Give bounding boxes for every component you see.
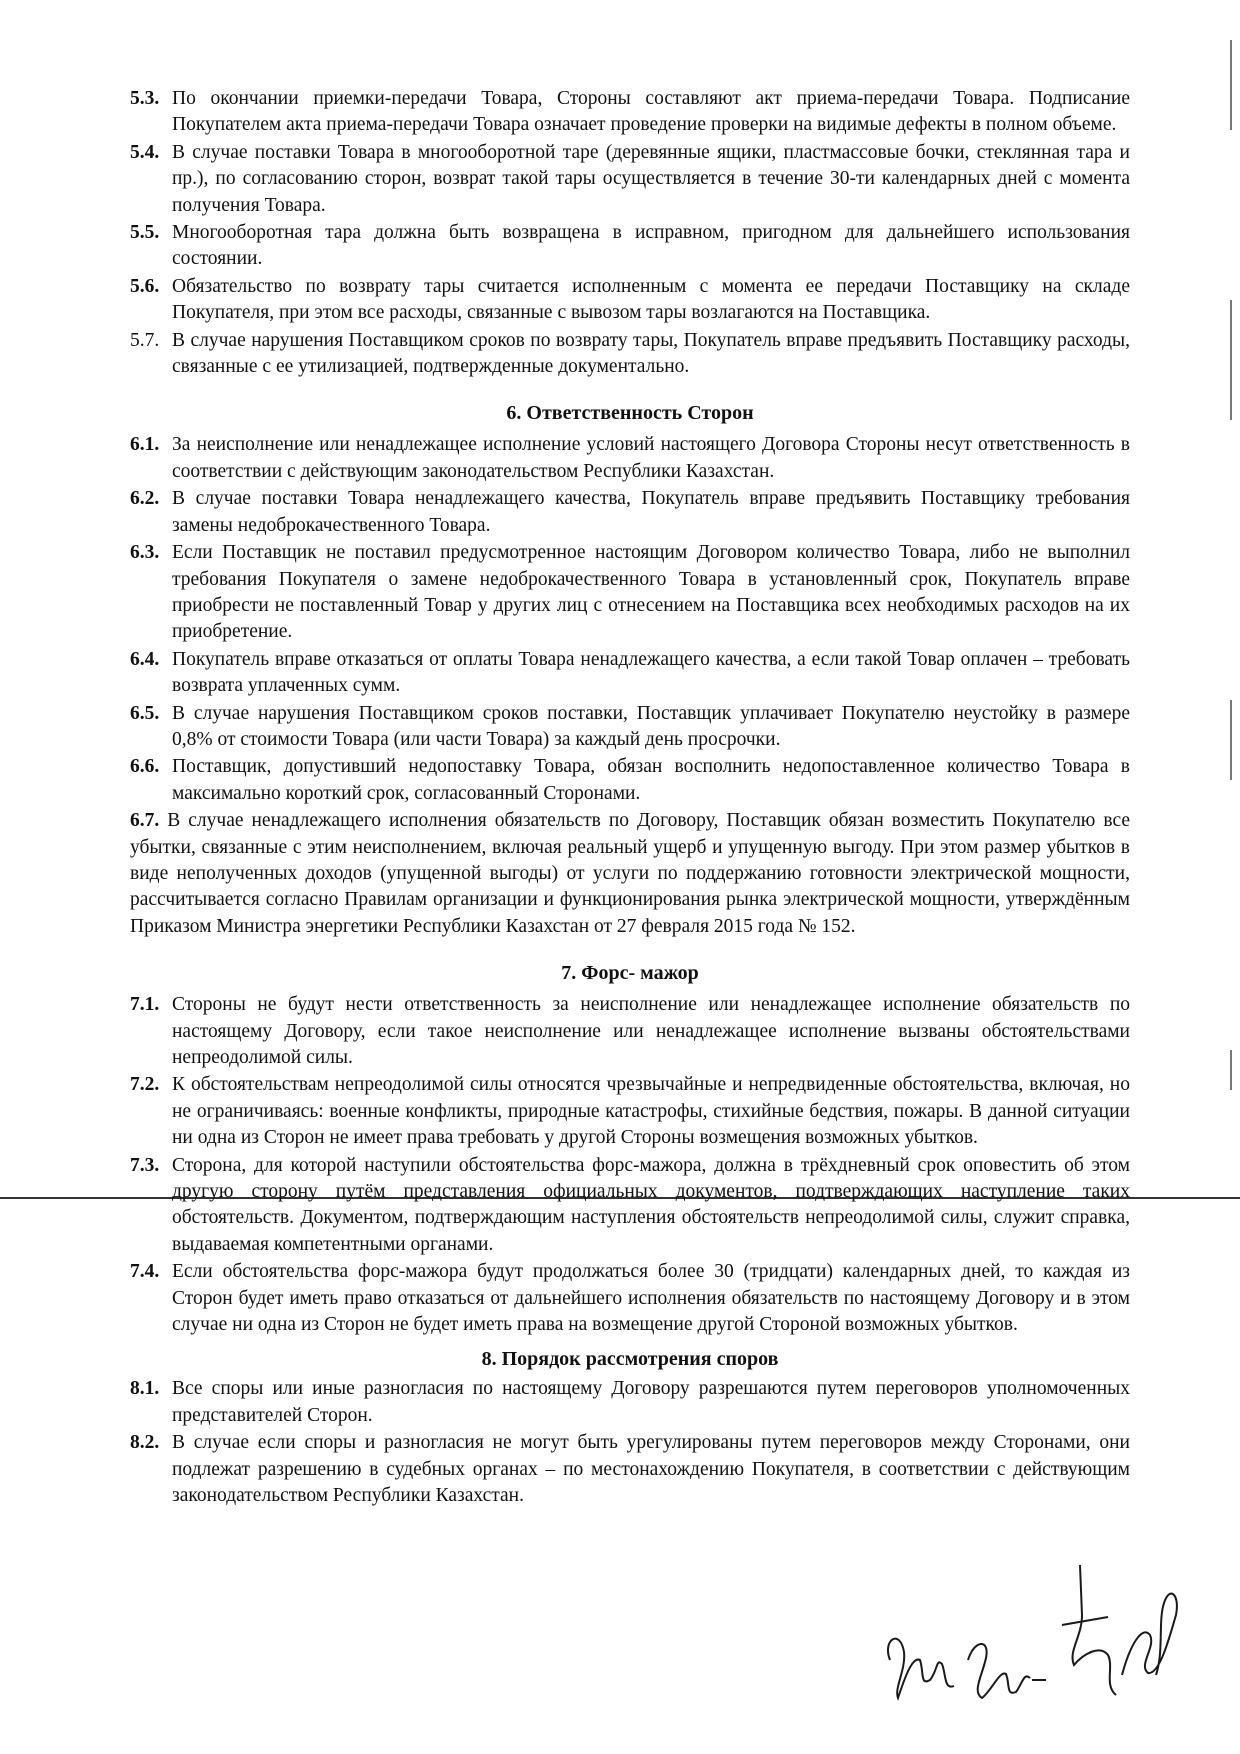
clause-7-1 bbox=[130, 992, 1130, 1071]
clause-number: 5.5. bbox=[130, 222, 160, 244]
clause-5-4 bbox=[130, 140, 1130, 219]
clause-number: 6.5. bbox=[130, 702, 160, 724]
clause-number: 5.6. bbox=[130, 275, 160, 297]
clause-text: В случае если споры и разногласия не могут быть урегулированы путем переговоров между Сторонами, они подлежат разрешению в судебных органах – по местонахождению Покупателя, в соответствии с действующим законодательством Республики Казахстан. bbox=[172, 1432, 1130, 1507]
clause-number: 6.7. bbox=[130, 810, 160, 832]
clause-text: Если Поставщик не поставил предусмотренное настоящим Договором количество Товара, либо не выполнил требования Покупателя о замене недоброкачественного Товара в установленный срок, Покупатель вправе приобрести не поставленный Товар у других лиц с отнесением на Поставщика всех необходимых расходов на их приобретение. bbox=[172, 542, 1130, 643]
document-body bbox=[130, 86, 1130, 1511]
clause-text: В случае поставки Товара в многооборотной таре (деревянные ящики, пластмассовые бочки, стеклянная тара и пр.), по согласованию сторон, возврат такой тары осуществляется в течение 30-ти календарных дней с момента получения Товара. bbox=[172, 141, 1130, 216]
clause-text: Стороны не будут нести ответственность за неисполнение или ненадлежащее исполнение обязательств по настоящему Договору, если такое неисполнение или ненадлежащее исполнение вызваны обстоятельствами непреодолимой силы. bbox=[172, 994, 1130, 1068]
clause-text: За неисполнение или ненадлежащее исполнение условий настоящего Договора Стороны несут ответственность в соответствии с действующим законодательством Республики Казахстан. bbox=[172, 434, 1130, 482]
clause-7-4 bbox=[130, 1259, 1130, 1338]
clause-6-4 bbox=[130, 647, 1130, 700]
clause-6-6 bbox=[130, 754, 1130, 807]
clause-number: 8.2. bbox=[130, 1432, 160, 1454]
section-6-heading: 6. Ответственность Сторон bbox=[506, 402, 754, 425]
clause-text: Сторона, для которой наступили обстоятельства форс-мажора, должна в трёхдневный срок оповестить об этом другую сторону путём представления официальных документов, подтверждающих наступление таких обстоятельств. Документом, подтверждающим наступления обстоятельств непреодолимой силы, служит справка, выдаваемая компетентными органами. bbox=[172, 1154, 1130, 1255]
clause-7-2 bbox=[130, 1072, 1130, 1151]
clause-number: 6.2. bbox=[130, 488, 160, 510]
clause-text: По окончании приемки-передачи Товара, Стороны составляют акт приема-передачи Товара. Подписание Покупателем акта приема-передачи Товара означает проведение проверки на видимые дефекты в полном объеме. bbox=[172, 88, 1130, 136]
clause-text: Поставщик, допустивший недопоставку Товара, обязан восполнить недопоставленное количество Товара в максимально короткий срок, согласованный Сторонами. bbox=[172, 756, 1130, 804]
clause-7-3 bbox=[130, 1153, 1130, 1259]
section-8-heading: 8. Порядок рассмотрения споров bbox=[481, 1348, 779, 1371]
clause-6-7 bbox=[130, 808, 1130, 940]
clause-number: 5.4. bbox=[130, 141, 160, 163]
clause-number: 7.2. bbox=[130, 1074, 160, 1096]
clause-text: В случае ненадлежащего исполнения обязательств по Договору, Поставщик обязан возместить Покупателю все убытки, связанные с этим неисполнением, включая реальный ущерб и упущенную выгоду. При этом размер убытков в виде неполученных доходов (упущенной выгоды) от услуги по поддержанию готовности электрической мощности, рассчитывается согласно Правилам организации и функционирования рынка электрической мощности, утверждённым Приказом Министра энергетики Республики Казахстан от 27 февраля 2015 года № 152. bbox=[130, 810, 1131, 937]
signature-initials-2 bbox=[960, 1610, 1050, 1710]
clause-number: 6.1. bbox=[130, 434, 160, 456]
clause-number: 6.6. bbox=[130, 756, 160, 778]
clause-text: Покупатель вправе отказаться от оплаты Товара ненадлежащего качества, а если такой Товар оплачен – требовать возврата уплаченных сумм. bbox=[172, 648, 1130, 697]
scan-edge-mark bbox=[1230, 300, 1232, 420]
clause-6-1 bbox=[130, 432, 1130, 485]
clause-number: 6.4. bbox=[130, 648, 160, 670]
clause-number: 5.7. bbox=[130, 329, 160, 351]
clause-number: 6.3. bbox=[130, 542, 160, 564]
clause-8-1 bbox=[130, 1376, 1130, 1429]
clause-text: Если обстоятельства форс-мажора будут продолжаться более 30 (тридцати) календарных дней, то каждая из Сторон будет иметь право отказаться от дальнейшего исполнения обязательств по настоящему Договору и в этом случае ни одна из Сторон не будет иметь права на возмещение другой Стороной возможных убытков. bbox=[172, 1261, 1130, 1336]
clause-text: Многооборотная тара должна быть возвращена в исправном, пригодном для дальнейшего использования состоянии. bbox=[172, 222, 1130, 270]
clause-number: 7.4. bbox=[130, 1261, 160, 1283]
clause-5-6 bbox=[130, 274, 1130, 327]
clause-5-3 bbox=[130, 86, 1130, 139]
scan-edge-mark bbox=[1230, 40, 1232, 130]
section-7-heading: 7. Форс- мажор bbox=[561, 962, 699, 985]
clause-5-7 bbox=[130, 328, 1130, 381]
clause-text: В случае нарушения Поставщиком сроков поставки, Поставщик уплачивает Покупателю неустойку в размере 0,8% от стоимости Товара (или части Товара) за каждый день просрочки. bbox=[172, 702, 1130, 750]
clause-text: Обязательство по возврату тары считается исполненным с момента ее передачи Поставщику на складе Покупателя, при этом все расходы, связанные с вывозом тары возлагаются на Поставщика. bbox=[172, 275, 1130, 324]
clause-number: 7.3. bbox=[130, 1154, 160, 1176]
clause-text: В случае поставки Товара ненадлежащего качества, Покупатель вправе предъявить Поставщику требования замены недоброкачественного Товара. bbox=[172, 488, 1130, 536]
clause-number: 7.1. bbox=[130, 994, 160, 1016]
clause-text: В случае нарушения Поставщиком сроков по возврату тары, Покупатель вправе предъявить Поставщику расходы, связанные с ее утилизацией, подтвержденные документально. bbox=[172, 329, 1130, 378]
clause-6-5 bbox=[130, 701, 1130, 754]
scan-edge-mark bbox=[1230, 700, 1232, 780]
scan-edge-mark bbox=[1230, 1050, 1232, 1090]
clause-6-3 bbox=[130, 540, 1130, 646]
clause-number: 8.1. bbox=[130, 1378, 160, 1400]
clause-8-2 bbox=[130, 1430, 1130, 1509]
signature-initials-1 bbox=[880, 1600, 960, 1710]
clause-text: Все споры или иные разногласия по настоящему Договору разрешаются путем переговоров уполномоченных представителей Сторон. bbox=[172, 1378, 1130, 1426]
clause-text: К обстоятельствам непреодолимой силы относятся чрезвычайные и непредвиденные обстоятельства, включая, но не ограничиваясь: военные конфликты, природные катастрофы, стихийные бедствия, пожары. В данной ситуации ни одна из Сторон не имеет права требовать у другой Стороны возмещения возможных убытков. bbox=[172, 1074, 1130, 1149]
clause-5-5 bbox=[130, 220, 1130, 273]
clause-6-2 bbox=[130, 486, 1130, 539]
signature-initials-3 bbox=[1060, 1555, 1190, 1705]
clause-number: 5.3. bbox=[130, 88, 160, 109]
